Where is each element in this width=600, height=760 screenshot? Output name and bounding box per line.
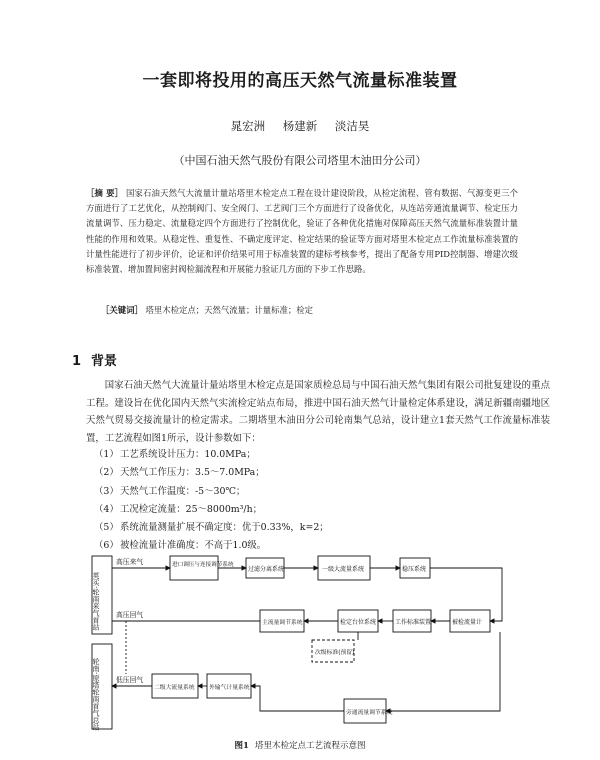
abstract xyxy=(86,186,518,277)
left-bottom-label: 轮南·原塔轮南首气总站 xyxy=(92,658,100,731)
param-item: （1）工艺系统设计压力：10.0MPa； xyxy=(94,449,256,460)
left-top-label: 英买·轮南来气首站 xyxy=(92,572,100,631)
filter-label: 过滤分离系统 xyxy=(248,566,285,573)
line-high-in: 高压来气 xyxy=(116,558,144,566)
section-title: 背景 xyxy=(91,354,118,369)
process-flow-diagram xyxy=(90,548,510,733)
verify-label: 检定台位系统 xyxy=(340,619,377,626)
line-low-return: 低压回气 xyxy=(116,676,144,684)
param-item: （4）工况检定流量：25～8000m³/h； xyxy=(94,503,263,515)
buffer-label: 稳压系统 xyxy=(402,566,427,573)
out-label: 外输气计量系统 xyxy=(209,685,250,691)
affiliation: （中国石油天然气股份有限公司塔里木油田分公司） xyxy=(173,154,427,167)
abstract-text: 国家石油天然气大流量计量站塔里木检定点工程在设计建设阶段，从检定流程、管有数据、气源变更三个方面进行了工艺优化，从控制阀门、安全阀门、工艺阀门三个方面进行了设备优化，从连站旁通流量调节、检定压力流量调节、压力稳定、流量稳定四个方面进行了控制优化，验证了各种优化措施对保障高压天然气流量标准装置计量性能的作用和效果。从稳定性、重复性、不确定度评定、检定结果的验证等方面对塔里木检定点工作流量标准装置的计量性能进行了初步评价，论证和评价结果可用于标准装置的建标考核参考，提出了配备专用PID控制器、增建次级标准装置、增加置间密封阀检漏流程和开展能力验证几方面的下步工作思路。 xyxy=(86,188,518,275)
flow2-label: 二级大流量系统 xyxy=(154,685,195,691)
keywords-label: ［关键词］ xyxy=(101,305,143,315)
caption-label: 图1 xyxy=(234,741,249,751)
bottom-label: 旁通流量调节系统 xyxy=(346,710,393,716)
section-number: 1 xyxy=(72,354,82,369)
parameter-list xyxy=(94,446,554,556)
abstract-label: ［摘 要］ xyxy=(86,188,124,198)
param-item: （3）天然气工作温度：-5～30℃； xyxy=(94,485,246,497)
small-label: 次级标准(预留) xyxy=(315,650,355,656)
caption-text: 塔里木检定点工艺流程示意图 xyxy=(254,741,366,751)
keywords-text: 塔里木检定点；天然气流量；计量标准；检定 xyxy=(145,305,314,315)
work-label: 工作标准装置 xyxy=(395,619,432,626)
section-heading xyxy=(72,350,117,369)
paper-title: 一套即将投用的高压天然气流量标准装置 xyxy=(142,71,458,91)
param-item: （2）天然气工作压力：3.5～7.0MPa； xyxy=(94,467,265,479)
param-item: （5）系统流量测量扩展不确定度：优于0.33%，k=2； xyxy=(94,522,329,534)
std-label: 主流量调节系统 xyxy=(262,620,303,626)
authors: 晁宏洲 杨建新 淡洁昊 xyxy=(230,119,370,133)
figure-caption xyxy=(0,739,600,751)
line-high-return: 高压回气 xyxy=(116,611,144,619)
keywords xyxy=(101,303,521,317)
body-paragraph: 国家石油天然气大流量计量站塔里木检定点是国家质检总局与中国石油天然气集团有限公司批复建设的重点工程。建设旨在优化国内天然气实流检定站点布局，推进中国石油天然气计量检定体系建设，满足新疆南疆地区天然气贸易交接流量计的检定需求。二期塔里木油田分公司轮南集气总站，设计建立1套天然气工作流量标准装置，工艺流程如图1所示，设计参数如下： xyxy=(86,380,550,444)
flow1-label: 一级大流量系统 xyxy=(322,566,365,573)
inlet-label: 进口调压与连接调节系统 xyxy=(172,562,234,568)
meter-label: 被检流量计 xyxy=(452,619,483,626)
param-item: （6）被检流量计准确度：不高于1.0级。 xyxy=(94,540,267,552)
inlet-box xyxy=(170,556,218,580)
